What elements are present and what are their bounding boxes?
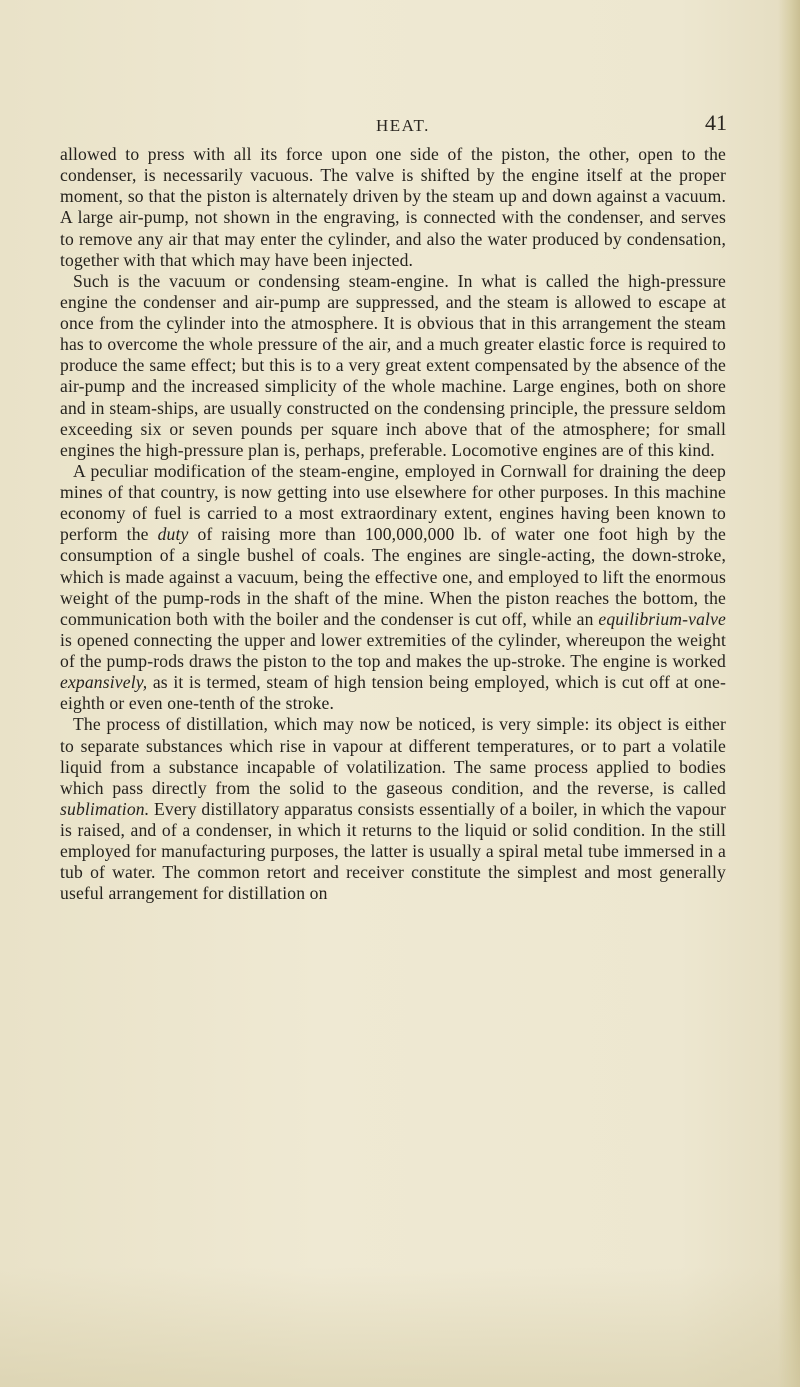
text-run: is opened connecting the upper and lower extremities of the cylinder, whereupon the weight of the pump-rods draws the piston to the top and makes the up-stroke. The engine is worked [60,629,726,671]
page-edge-shadow [778,0,800,1387]
text-run: A peculiar modification of the steam-engine, employed in Cornwall for draining the deep mines of that country, is now getting into use elsewhere for other purposes. In this machine economy of fuel is carried to a most extraordinary extent, engines having been known to perform the [60,460,726,545]
text-run: allowed to press with all its force upon one side of the piston, the other, open to the condenser, is necessarily vacuous. The valve is shifted by the engine itself at the proper moment, so that the piston is alternately driven by the steam up and down against a vacuum. A large air-pump, not shown in the engraving, is connected with the condenser, and serves to remove any air that may enter the cylinder, and also the water produced by condensation, together with that which may have been injected. [60,144,726,270]
text-run: The process of distillation, which may now be noticed, is very simple: its object is either to separate substances which rise in vapour at different temperatures, or to part a volatile liquid from a substance incapable of volatilization. The same process applied to bodies which pass directly from the solid to the gaseous condition, and the reverse, is called [60,714,726,798]
page-number: 41 [705,110,727,135]
page-header [60,112,740,142]
italic-term-expansively: expansively, [60,672,148,693]
text-run: of raising more than 100,000,000 lb. of water one foot high by the consumption of a single bushel of coals. The engines are single-acting, the down-stroke, which is made against a vacuum, being the effective one, and employed to lift the enormous weight of the pump-rods in the shaft of the mine. When the piston reaches the bottom, the communication both with the boiler and the condenser is cut off, while an [60,524,726,629]
italic-term-sublimation: sublimation. [60,798,150,819]
paragraph-4 [60,714,726,904]
italic-term-duty: duty [157,524,189,545]
italic-term-equilibrium-valve: equilibrium-valve [598,608,726,629]
running-title: HEAT. [376,116,430,135]
text-run: as it is termed, steam of high tension being employed, which is cut off at one-eighth or even one-tenth of the stroke. [60,672,726,714]
paragraph-2 [60,271,726,461]
body-text [60,144,726,905]
text-run: Every distillatory apparatus consists essentially of a boiler, in which the vapour is raised, and of a condenser, in which it returns to the liquid or solid condition. In the still employed for manufacturing purposes, the latter is usually a spiral metal tube immersed in a tub of water. The common retort and receiver constitute the simplest and most generally useful arrangement for distillation on [60,798,726,904]
paragraph-1 [60,144,726,271]
page-bottom-shading [0,1267,800,1387]
text-run: Such is the vacuum or condensing steam-engine. In what is called the high-pressure engine the condenser and air-pump are suppressed, and the steam is allowed to escape at once from the cylinder into the atmosphere. It is obvious that in this arrangement the steam has to overcome the whole pressure of the air, and a much greater elastic force is required to produce the same effect; but this is to a very great extent compensated by the absence of the air-pump and the increased simplicity of the whole machine. Large engines, both on shore and in steam-ships, are usually constructed on the condensing principle, the pressure seldom exceeding six or seven pounds per square inch above that of the atmosphere; for small engines the high-pressure plan is, perhaps, preferable. Locomotive engines are of this kind. [60,270,726,460]
paragraph-3 [60,461,726,715]
